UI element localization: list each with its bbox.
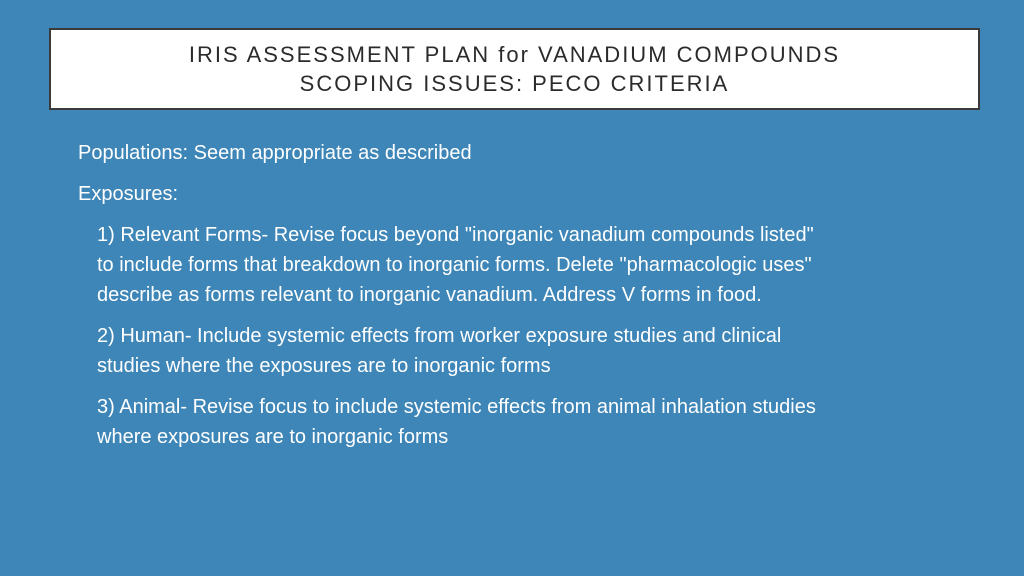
animal-line-1: 3) Animal- Revise focus to include systemic effects from animal inhalation studies (97, 396, 816, 418)
slide-title-box (49, 28, 980, 110)
exposure-item-animal (78, 392, 978, 452)
slide-body (78, 138, 978, 463)
human-line-2: studies where the exposures are to inorganic forms (97, 355, 551, 377)
slide-title-line-1: IRIS ASSESSMENT PLAN for VANADIUM COMPOUNDS (188, 42, 841, 67)
human-line-1: 2) Human- Include systemic effects from worker exposure studies and clinical (97, 325, 782, 347)
relevant-forms-line-2: to include forms that breakdown to inorganic forms. Delete "pharmacologic uses" (97, 254, 812, 276)
exposure-item-relevant-forms (78, 220, 978, 310)
exposures-heading: Exposures: (78, 183, 179, 205)
exposures-heading-paragraph (78, 179, 978, 209)
relevant-forms-line-3: describe as forms relevant to inorganic vanadium. Address V forms in food. (97, 284, 762, 306)
slide-title-line-2: SCOPING ISSUES: PECO CRITERIA (299, 71, 730, 96)
exposure-item-human (78, 321, 978, 381)
animal-line-2: where exposures are to inorganic forms (97, 426, 449, 448)
populations-text: Populations: Seem appropriate as described (78, 142, 472, 164)
relevant-forms-line-1: 1) Relevant Forms- Revise focus beyond "inorganic vanadium compounds listed" (97, 224, 814, 246)
populations-paragraph (78, 138, 978, 168)
